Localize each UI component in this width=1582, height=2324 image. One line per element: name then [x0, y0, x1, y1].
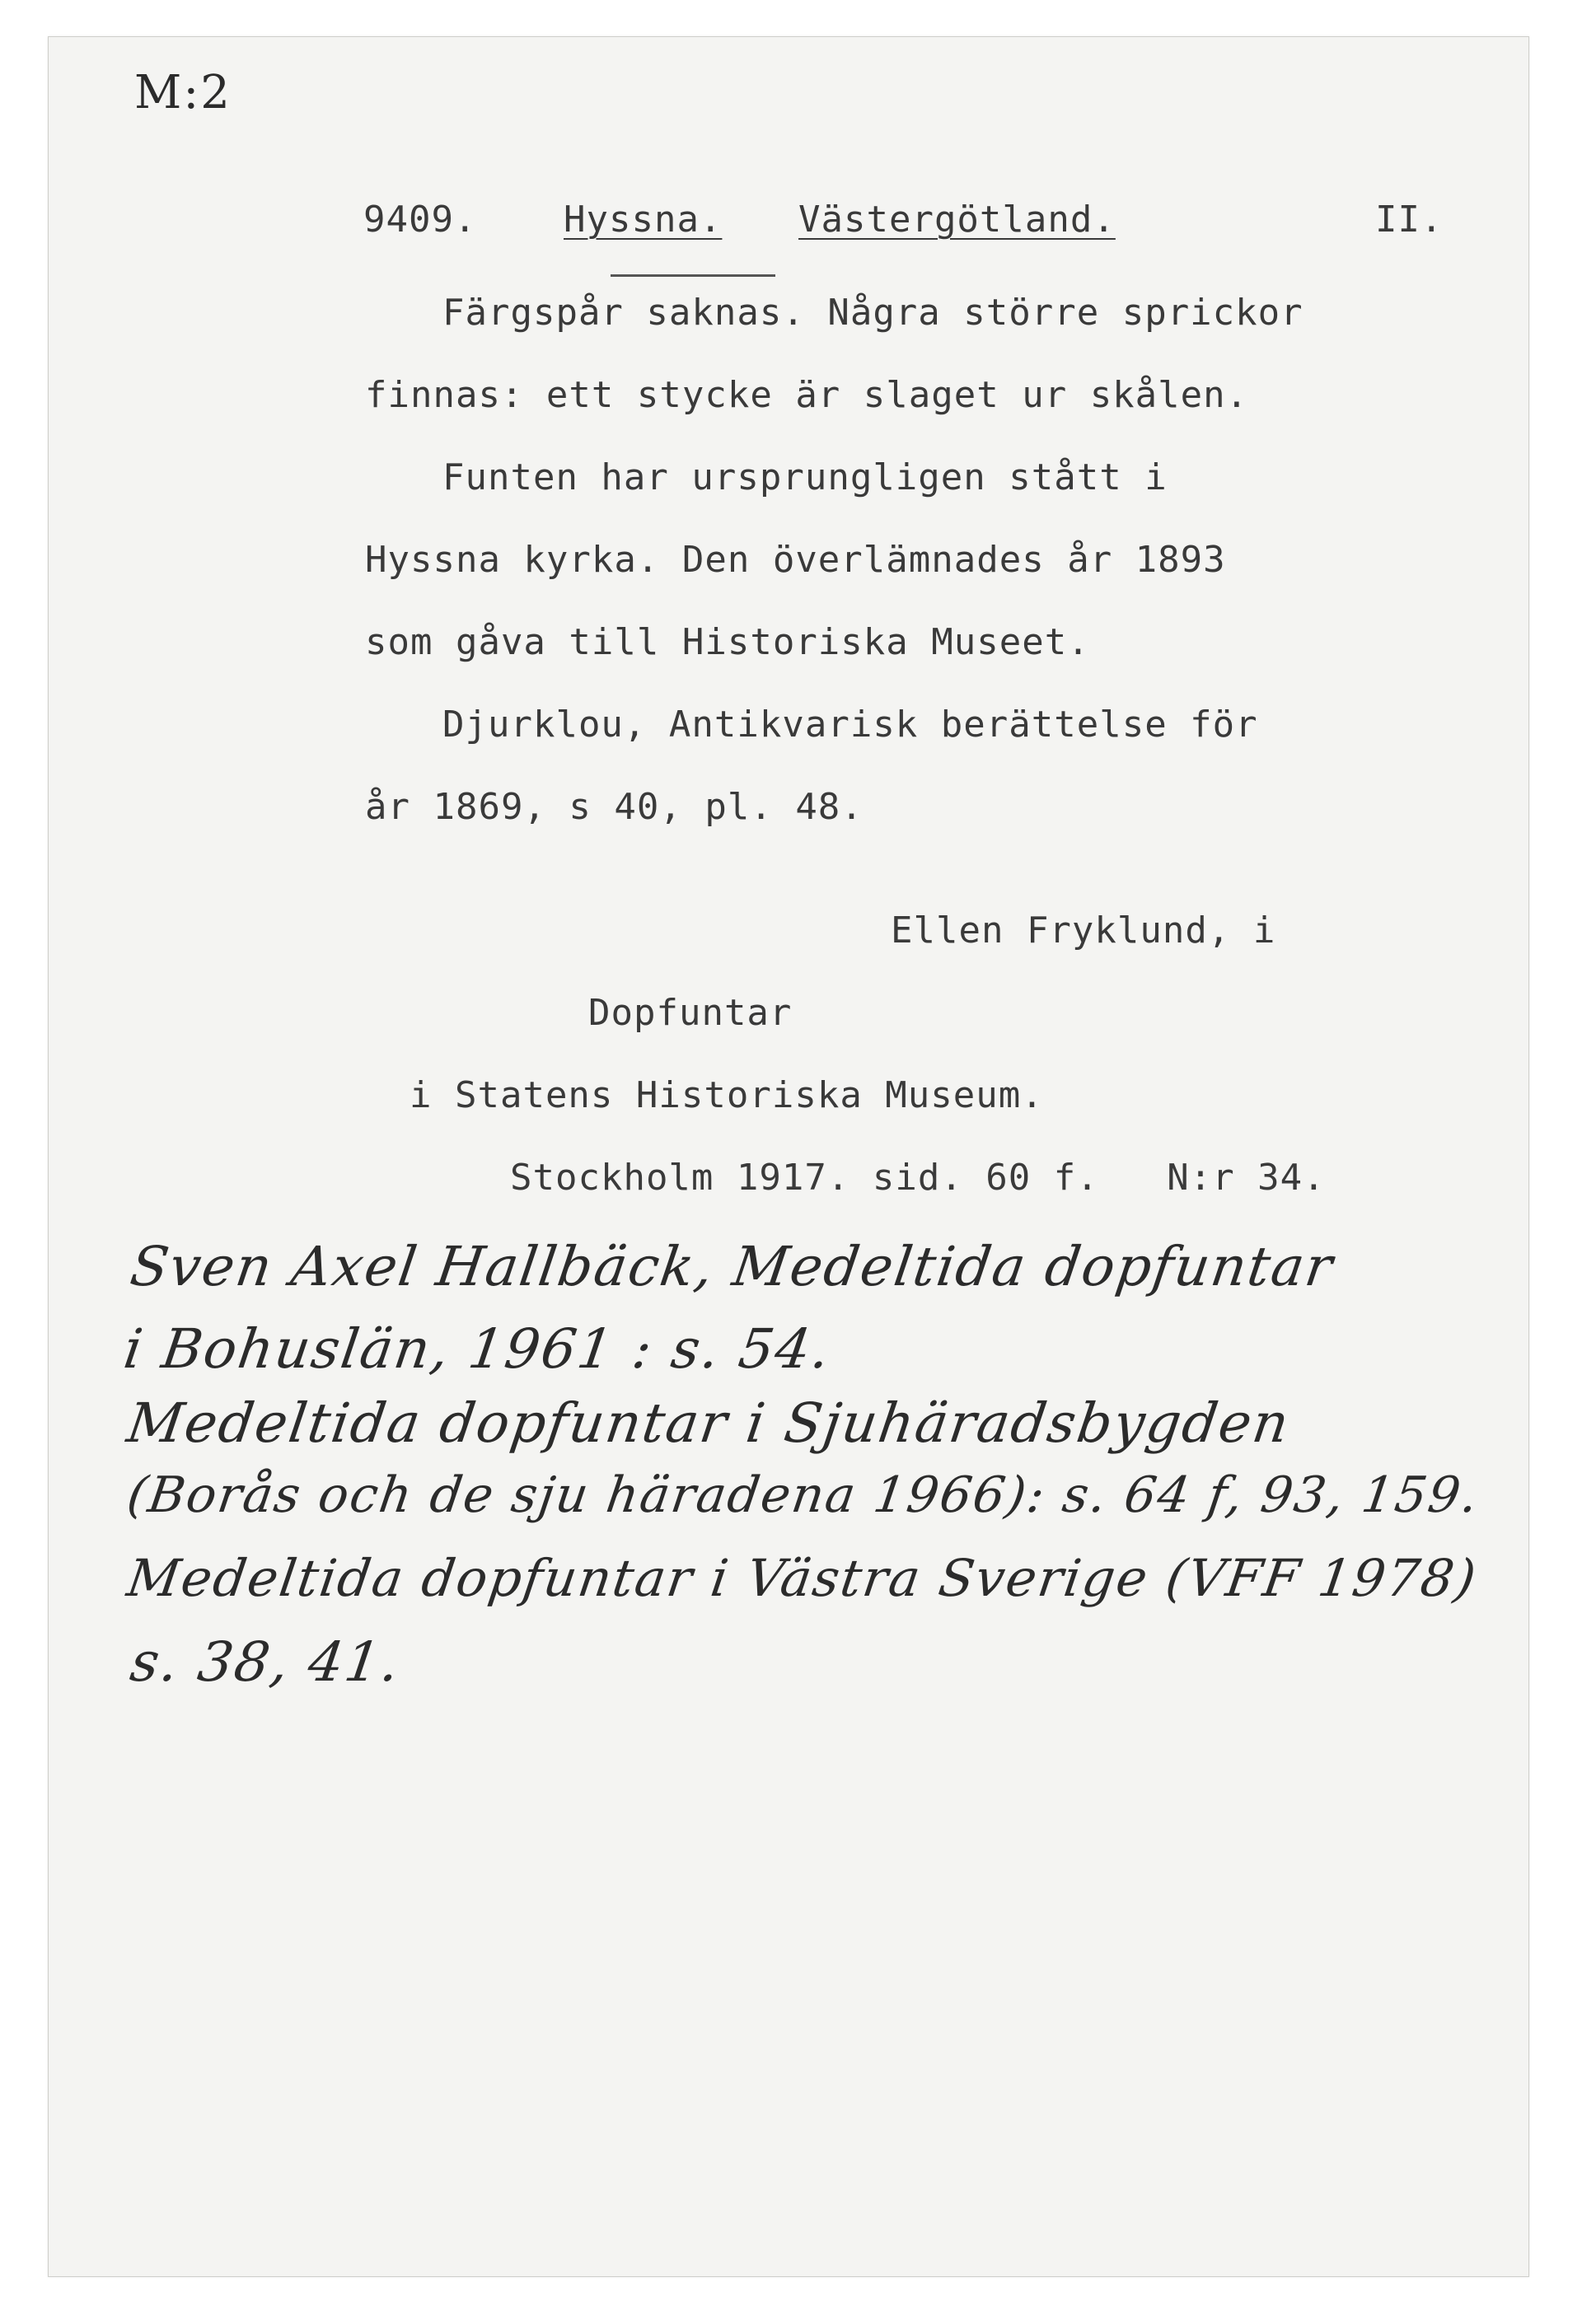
- body-line: Färgspår saknas. Några större sprickor: [442, 292, 1304, 334]
- title-underline: [611, 274, 775, 277]
- reference-imprint: Stockholm 1917. sid. 60 f. N:r 34.: [510, 1157, 1326, 1199]
- reference-title: Dopfuntar: [588, 992, 793, 1034]
- handwritten-line: (Borås och de sju häradena 1966): s. 64 f, 93, 159.: [124, 1466, 1483, 1524]
- handwritten-line: s. 38, 41.: [126, 1630, 405, 1694]
- reference-subtitle: i Statens Historiska Museum.: [410, 1074, 1044, 1116]
- card-number: 9409.: [363, 199, 477, 241]
- volume-number: II.: [1375, 199, 1444, 241]
- place-name: Hyssna.: [564, 199, 723, 241]
- handwritten-line: Medeltida dopfuntar i Sjuhäradsbygden: [123, 1391, 1294, 1455]
- body-line: Hyssna kyrka. Den överlämnades år 1893: [365, 539, 1226, 581]
- shelf-mark: M:2: [134, 66, 232, 119]
- body-line: Djurklou, Antikvarisk berättelse för: [442, 704, 1258, 746]
- reference-author: Ellen Fryklund, i: [891, 909, 1276, 952]
- handwritten-line: Sven Axel Hallbäck, Medeltida dopfuntar: [126, 1235, 1338, 1298]
- body-line: finnas: ett stycke är slaget ur skålen.: [365, 374, 1249, 416]
- province-name: Västergötland.: [798, 199, 1116, 241]
- catalog-card: [48, 36, 1529, 2277]
- body-line: som gåva till Historiska Museet.: [365, 621, 1090, 663]
- body-line: år 1869, s 40, pl. 48.: [365, 786, 864, 828]
- body-line: Funten har ursprungligen stått i: [442, 456, 1168, 498]
- handwritten-line: i Bohuslän, 1961 : s. 54.: [119, 1317, 835, 1381]
- handwritten-line: Medeltida dopfuntar i Västra Sverige (VFF 1978): [123, 1548, 1481, 1608]
